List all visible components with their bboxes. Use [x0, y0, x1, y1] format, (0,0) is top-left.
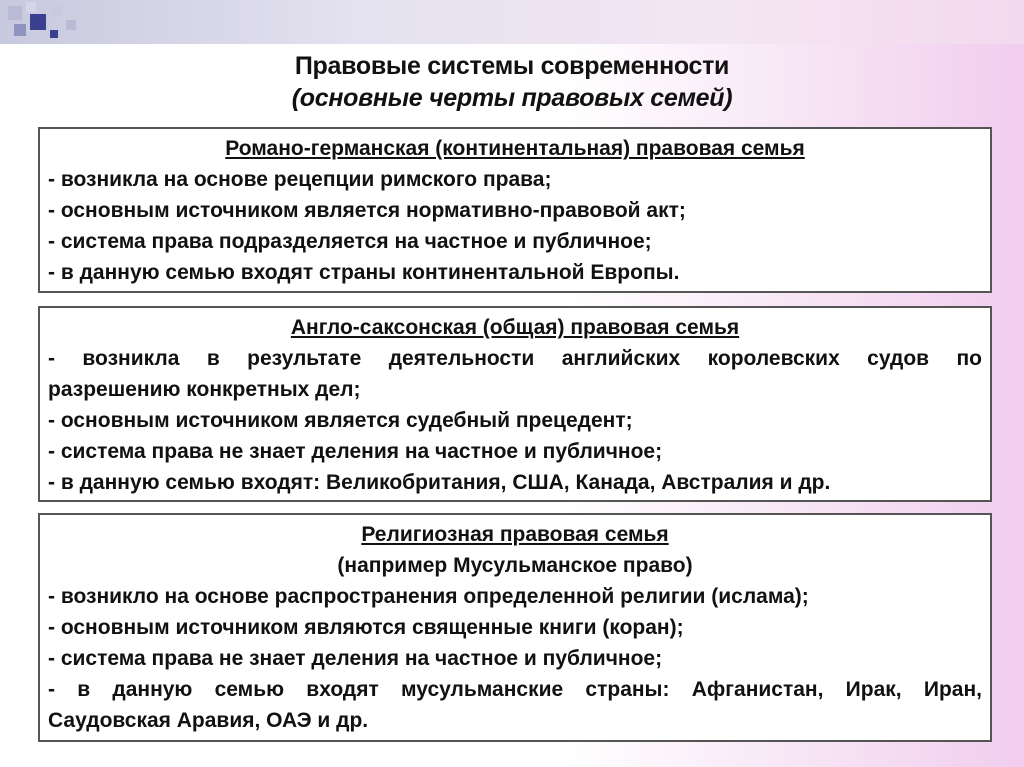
family-subheading: (например Мусульманское право) — [337, 554, 693, 577]
family-heading: Англо-саксонская (общая) правовая семья — [290, 316, 740, 339]
list-item: - в данную семью входят: Великобритания, США, Канада, Австралия и др. — [48, 471, 831, 494]
list-item: - основным источником является нормативно-правовой акт; — [48, 199, 686, 222]
list-item: - возникло на основе распространения определенной религии (ислама); — [48, 585, 809, 608]
list-item: - основным источником является судебный прецедент; — [48, 409, 633, 432]
header-band — [0, 0, 1024, 44]
list-item: - система права не знает деления на частное и публичное; — [48, 440, 663, 463]
list-item: - основным источником являются священные книги (коран); — [48, 616, 684, 639]
list-item: - система права подразделяется на частное и публичное; — [48, 230, 652, 253]
family-box-romano-germanic — [38, 127, 992, 293]
list-item: - возникла на основе рецепции римского права; — [48, 168, 552, 191]
list-item: - возникла в результате деятельности английских королевских судов по — [48, 347, 982, 370]
page-title: Правовые системы современности — [294, 52, 730, 80]
decorative-squares-icon — [0, 0, 90, 44]
list-item: разрешению конкретных дел; — [48, 378, 361, 401]
list-item: - в данную семью входят страны континентальной Европы. — [48, 261, 680, 284]
family-box-anglo-saxon — [38, 306, 992, 502]
family-box-religious — [38, 513, 992, 742]
list-item: - система права не знает деления на частное и публичное; — [48, 647, 663, 670]
list-item: Саудовская Аравия, ОАЭ и др. — [48, 709, 369, 732]
page-subtitle: (основные черты правовых семей) — [291, 84, 733, 112]
list-item: - в данную семью входят мусульманские страны: Афганистан, Ирак, Иран, — [48, 678, 982, 701]
family-heading: Романо-германская (континентальная) правовая семья — [225, 137, 805, 160]
family-heading: Религиозная правовая семья — [361, 523, 669, 546]
